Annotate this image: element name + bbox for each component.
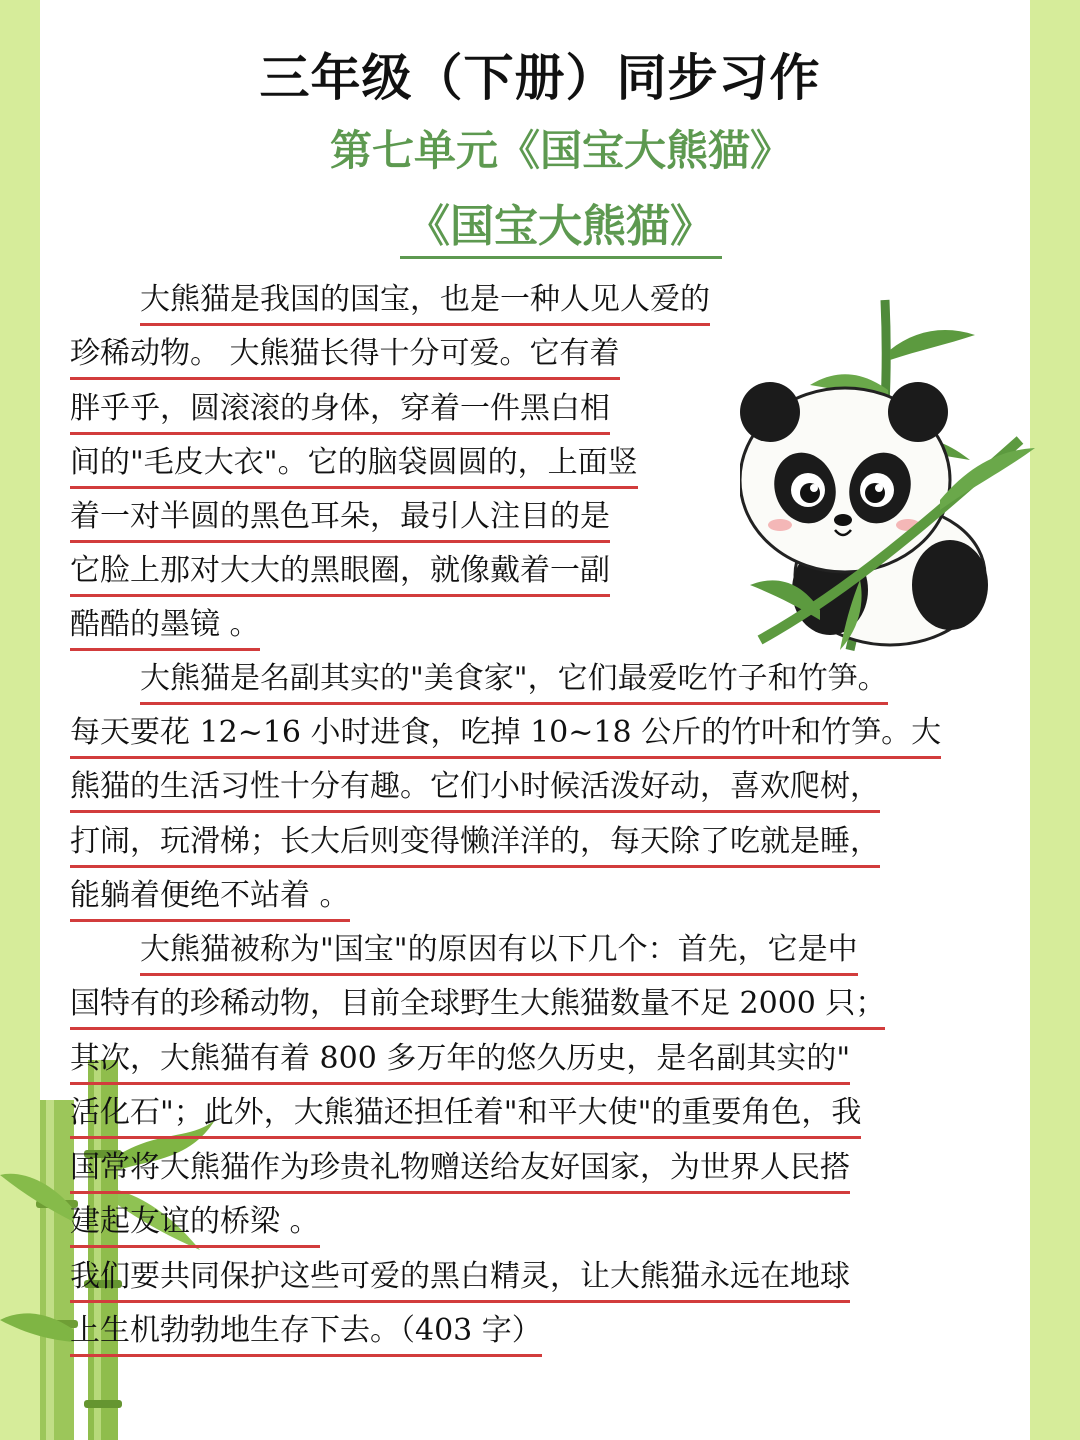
text-line: 能躺着便绝不站着 。 (70, 877, 350, 922)
text-line: 胖乎乎，圆滚滚的身体，穿着一件黑白相 (70, 390, 610, 435)
text-line: 它脸上那对大大的黑眼圈，就像戴着一副 (70, 552, 610, 597)
text-line: 上生机勃勃地生存下去。（403 字） (70, 1312, 542, 1357)
text-line: 打闹，玩滑梯；长大后则变得懒洋洋的，每天除了吃就是睡， (70, 823, 880, 868)
text-line: 活化石"；此外，大熊猫还担任着"和平大使"的重要角色，我 (70, 1094, 861, 1139)
text-line: 国常将大熊猫作为珍贵礼物赠送给友好国家，为世界人民搭 (70, 1149, 850, 1194)
text-line: 国特有的珍稀动物，目前全球野生大熊猫数量不足 2000 只； (70, 985, 885, 1030)
text-line: 我们要共同保护这些可爱的黑白精灵，让大熊猫永远在地球 (70, 1258, 850, 1303)
page-title: 三年级（下册）同步习作 (259, 49, 821, 107)
text-line: 间的"毛皮大衣"。它的脑袋圆圆的，上面竖 (70, 444, 638, 489)
text-line: 着一对半圆的黑色耳朵，最引人注目的是 (70, 498, 610, 543)
text-line: 大熊猫是名副其实的"美食家"，它们最爱吃竹子和竹笋。 (140, 660, 888, 705)
text-line: 每天要花 12~16 小时进食，吃掉 10~18 公斤的竹叶和竹笋。大 (70, 714, 941, 759)
essay-title: 《国宝大熊猫》 (400, 190, 722, 259)
unit-title: 第七单元《国宝大熊猫》 (330, 126, 793, 175)
text-line: 大熊猫被称为"国宝"的原因有以下几个：首先，它是中 (140, 931, 858, 976)
text-line: 建起友谊的桥梁 。 (70, 1203, 320, 1248)
text-line: 其次，大熊猫有着 800 多万年的悠久历史，是名副其实的" (70, 1040, 850, 1085)
panda-icon (740, 290, 1040, 660)
text-line: 熊猫的生活习性十分有趣。它们小时候活泼好动，喜欢爬树， (70, 768, 880, 813)
text-line: 珍稀动物。 大熊猫长得十分可爱。它有着 (70, 335, 620, 380)
text-line: 大熊猫是我国的国宝，也是一种人见人爱的 (140, 281, 710, 326)
text-line: 酷酷的墨镜 。 (70, 606, 260, 651)
